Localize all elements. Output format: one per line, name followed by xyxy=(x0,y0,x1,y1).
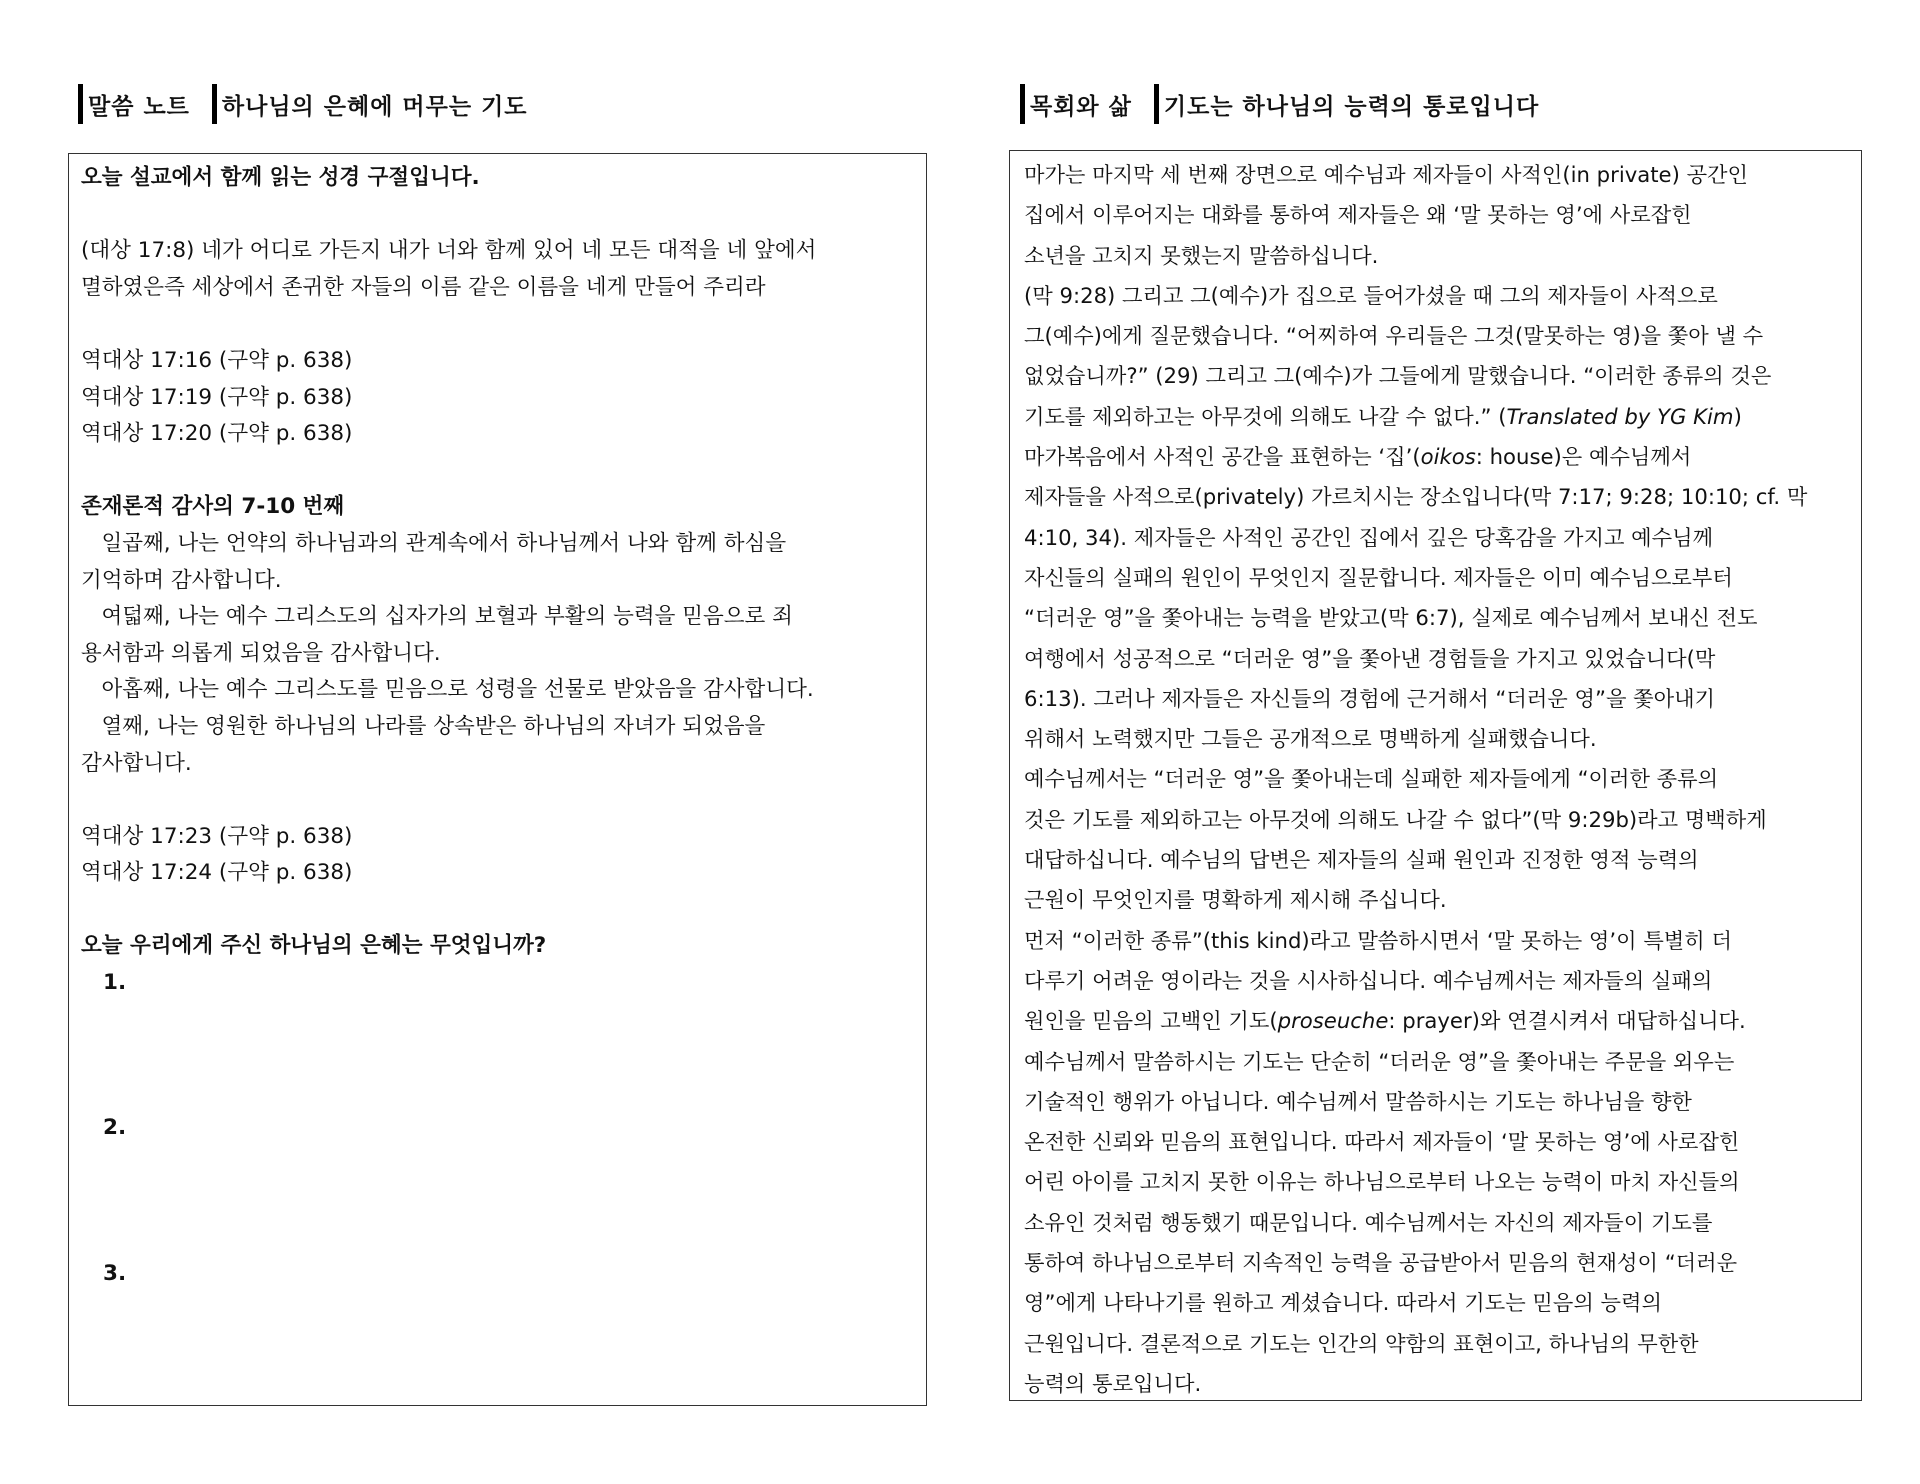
header-bar xyxy=(212,84,217,124)
intro-heading: 오늘 설교에서 함께 읽는 성경 구절입니다. xyxy=(81,165,480,190)
scripture-ref: 역대상 17:19 (구약 p. 638) xyxy=(81,384,353,410)
column-line: 근원이 무엇인지를 명확하게 제시해 주십니다. xyxy=(1024,887,1447,913)
scripture-ref: 역대상 17:16 (구약 p. 638) xyxy=(81,347,353,373)
column-line: 4:10, 34). 제자들은 사적인 공간인 집에서 깊은 당혹감을 가지고 예수님께 xyxy=(1024,524,1714,550)
scripture-ref: 역대상 17:24 (구약 p. 638) xyxy=(81,860,353,886)
column-line: 6:13). 그러나 제자들은 자신들의 경험에 근거해서 “더러운 영”을 쫓아내기 xyxy=(1024,685,1716,711)
line-text: ) xyxy=(1733,403,1742,429)
answer-number: 2. xyxy=(103,1114,127,1140)
column-line: 그(예수)에게 질문했습니다. “어찌하여 우리들은 그것(말못하는 영)을 쫓아 낼 수 xyxy=(1024,323,1764,349)
answer-number: 3. xyxy=(103,1261,127,1287)
column-line: 것은 기도를 제외하고는 아무것에 의해도 나갈 수 없다”(막 9:29b)라고 명백하게 xyxy=(1024,806,1767,832)
column-line: 어린 아이를 고치지 못한 이유는 하나님으로부터 나오는 능력이 마치 자신들의 xyxy=(1024,1169,1740,1195)
greek-term: proseuche xyxy=(1277,1008,1389,1034)
column-line: 통하여 하나님으로부터 지속적인 능력을 공급받아서 믿음의 현재성이 “더러운 xyxy=(1024,1250,1738,1276)
right-header-label: 목회와 삶 xyxy=(1030,93,1132,120)
column-line: 소년을 고치지 못했는지 말씀하십니다. xyxy=(1024,242,1379,268)
sermon-notes-box xyxy=(68,153,927,1406)
gratitude-line: 감사합니다. xyxy=(81,750,192,776)
header-bar xyxy=(1020,84,1025,124)
column-line xyxy=(1024,397,1847,437)
verse-line: 멸하였은즉 세상에서 존귀한 자들의 이름 같은 이름을 네게 만들어 주리라 xyxy=(81,274,766,300)
line-text: 원인을 믿음의 고백인 기도( xyxy=(1024,1008,1278,1034)
gratitude-heading: 존재론적 감사의 7-10 번째 xyxy=(81,494,345,520)
verse-line: (대상 17:8) 네가 어디로 가든지 내가 너와 함께 있어 네 모든 대적을 네 앞에서 xyxy=(81,238,817,264)
column-line: “더러운 영”을 쫓아내는 능력을 받았고(막 6:7), 실제로 예수님께서 보내신 전도 xyxy=(1024,605,1758,631)
column-line: 능력의 통로입니다. xyxy=(1024,1370,1202,1396)
column-line: 먼저 “이러한 종류”(this kind)라고 말씀하시면서 ‘말 못하는 영’이 특별히 더 xyxy=(1024,927,1732,953)
gratitude-line: 기억하며 감사합니다. xyxy=(81,567,282,593)
header-bar xyxy=(78,84,83,124)
column-line: 여행에서 성공적으로 “더러운 영”을 쫓아낸 경험들을 가지고 있었습니다(막 xyxy=(1024,645,1716,671)
answer-number: 1. xyxy=(103,970,127,996)
scripture-ref: 역대상 17:23 (구약 p. 638) xyxy=(81,823,353,849)
column-line: 없었습니까?” (29) 그리고 그(예수)가 그들에게 말했습니다. “이러한 종류의 것은 xyxy=(1024,363,1772,389)
gratitude-line: 용서함과 의롭게 되었음을 감사합니다. xyxy=(81,640,441,666)
line-text: : prayer)와 연결시켜서 대답하십니다. xyxy=(1388,1008,1746,1034)
greek-term: oikos xyxy=(1420,444,1476,470)
column-line xyxy=(1024,437,1847,477)
right-header-title: 기도는 하나님의 능력의 통로입니다 xyxy=(1163,93,1540,120)
column-line: 영”에게 나타나기를 원하고 계셨습니다. 따라서 기도는 믿음의 능력의 xyxy=(1024,1290,1662,1316)
header-bar xyxy=(1154,84,1159,124)
column-line: 위해서 노력했지만 그들은 공개적으로 명백하게 실패했습니다. xyxy=(1024,726,1597,752)
scripture-ref: 역대상 17:20 (구약 p. 638) xyxy=(81,421,353,447)
left-header-label: 말씀 노트 xyxy=(88,93,190,120)
column-line xyxy=(1024,1001,1847,1041)
column-line: (막 9:28) 그리고 그(예수)가 집으로 들어가셨을 때 그의 제자들이 사적으로 xyxy=(1024,282,1718,308)
left-header xyxy=(78,84,528,124)
question-heading: 오늘 우리에게 주신 하나님의 은혜는 무엇입니까? xyxy=(81,933,547,959)
column-line: 제자들을 사적으로(privately) 가르치시는 장소입니다(막 7:17; 9:28; 10:10; cf. 막 xyxy=(1024,484,1808,510)
gratitude-line: 열째, 나는 영원한 하나님의 나라를 상속받은 하나님의 자녀가 되었음을 xyxy=(81,713,766,739)
gratitude-line: 일곱째, 나는 언약의 하나님과의 관계속에서 하나님께서 나와 함께 하심을 xyxy=(81,530,787,556)
line-text: : house)은 예수님께서 xyxy=(1475,444,1692,470)
column-line: 마가는 마지막 세 번째 장면으로 예수님과 제자들이 사적인(in private) 공간인 xyxy=(1024,162,1748,187)
pastoral-column-box xyxy=(1009,150,1862,1401)
right-header xyxy=(1020,84,1539,124)
column-line: 예수님께서 말씀하시는 기도는 단순히 “더러운 영”을 쫓아내는 주문을 외우는 xyxy=(1024,1048,1735,1074)
translator-credit: Translated by YG Kim xyxy=(1506,403,1734,429)
column-line: 기술적인 행위가 아닙니다. 예수님께서 말씀하시는 기도는 하나님을 향한 xyxy=(1024,1088,1692,1114)
gratitude-line: 아홉째, 나는 예수 그리스도를 믿음으로 성령을 선물로 받았음을 감사합니다. xyxy=(81,677,814,703)
column-line: 집에서 이루어지는 대화를 통하여 제자들은 왜 ‘말 못하는 영’에 사로잡힌 xyxy=(1024,202,1692,228)
gratitude-line: 여덟째, 나는 예수 그리스도의 십자가의 보혈과 부활의 능력을 믿음으로 죄 xyxy=(81,604,793,630)
line-text: 기도를 제외하고는 아무것에 의해도 나갈 수 없다.” ( xyxy=(1024,403,1507,429)
column-line: 예수님께서는 “더러운 영”을 쫓아내는데 실패한 제자들에게 “이러한 종류의 xyxy=(1024,766,1719,792)
column-line: 다루기 어려운 영이라는 것을 시사하십니다. 예수님께서는 제자들의 실패의 xyxy=(1024,967,1713,993)
column-line: 소유인 것처럼 행동했기 때문입니다. 예수님께서는 자신의 제자들이 기도를 xyxy=(1024,1209,1713,1235)
column-line: 자신들의 실패의 원인이 무엇인지 질문합니다. 제자들은 이미 예수님으로부터 xyxy=(1024,564,1733,590)
line-text: 마가복음에서 사적인 공간을 표현하는 ‘집’( xyxy=(1024,444,1421,470)
column-line: 근원입니다. 결론적으로 기도는 인간의 약함의 표현이고, 하나님의 무한한 xyxy=(1024,1330,1699,1356)
left-header-title: 하나님의 은혜에 머무는 기도 xyxy=(221,93,528,120)
column-line: 대답하십니다. 예수님의 답변은 제자들의 실패 원인과 진정한 영적 능력의 xyxy=(1024,847,1699,873)
column-line: 온전한 신뢰와 믿음의 표현입니다. 따라서 제자들이 ‘말 못하는 영’에 사로잡힌 xyxy=(1024,1129,1740,1155)
